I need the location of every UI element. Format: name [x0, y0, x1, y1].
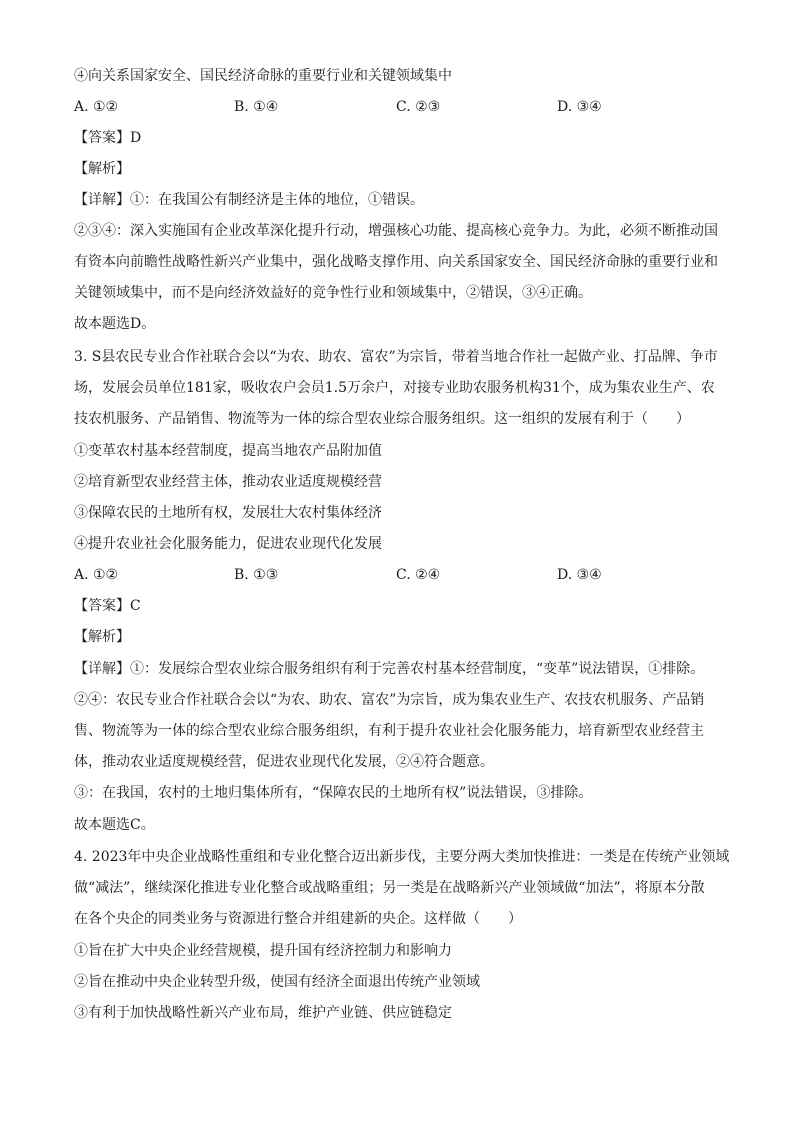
- question-stem-line: 4. 2023年中央企业战略性重组和专业化整合迈出新步伐，主要分两大类加快推进：一类是在传统产业领域: [74, 849, 730, 865]
- choice-d: D. ③④: [557, 99, 602, 115]
- detail-line: ③：在我国，农村的土地归集体所有，“保障农民的土地所有权”说法错误，③排除。: [74, 785, 593, 801]
- choice-a: A. ①②: [74, 567, 119, 583]
- answer-label: 【答案】C: [74, 598, 141, 614]
- question-stem-line: 3. S县农民专业合作社联合会以“为农、助农、富农”为宗旨，带着当地合作社一起做产业、打品牌、争市: [74, 349, 718, 365]
- analysis-label: 【解析】: [74, 161, 130, 177]
- detail-line: 体，推动农业适度规模经营，促进农业现代化发展，②④符合题意。: [74, 754, 494, 770]
- conclusion: 故本题选C。: [74, 817, 155, 833]
- question-stem-line: 技农机服务、产品销售、物流等为一体的综合型农业综合服务组织。这一组织的发展有利于（ ）: [74, 411, 690, 427]
- choice-d: D. ③④: [557, 567, 602, 583]
- choice-c: C. ②④: [396, 567, 441, 583]
- option-1: ①变革农村基本经营制度，提高当地农产品附加值: [74, 443, 382, 459]
- detail-line: 售、物流等为一体的综合型农业综合服务组织，有利于提升农业社会化服务能力，培育新型农业经营主: [74, 723, 704, 739]
- option-3: ③保障农民的土地所有权，发展壮大农村集体经济: [74, 505, 382, 521]
- option-1: ①旨在扩大中央企业经营规模，提升国有经济控制力和影响力: [74, 943, 452, 959]
- question-stem-line: 在各个央企的同类业务与资源进行整合并组建新的央企。这样做（ ）: [74, 911, 522, 927]
- detail-line: ②③④：深入实施国有企业改革深化提升行动，增强核心功能、提高核心竞争力。为此，必须不断推动国: [74, 223, 718, 239]
- conclusion: 故本题选D。: [74, 316, 156, 332]
- choice-c: C. ②③: [396, 99, 441, 115]
- question-stem-line: 做“减法”，继续深化推进专业化整合或战略重组；另一类是在战略新兴产业领域做“加法”，将原本分散: [74, 880, 705, 896]
- detail-line: 【详解】①：发展综合型农业综合服务组织有利于完善农村基本经营制度，“变革”说法错误，①排除。: [74, 661, 705, 677]
- detail-line: 【详解】①：在我国公有制经济是主体的地位，①错误。: [74, 192, 424, 208]
- option-3: ③有利于加快战略性新兴产业布局，维护产业链、供应链稳定: [74, 1005, 452, 1021]
- detail-line: ②④：农民专业合作社联合会以“为农、助农、富农”为宗旨，成为集农业生产、农技农机服务、产品销: [74, 692, 705, 708]
- answer-label: 【答案】D: [74, 130, 142, 146]
- choice-b: B. ①④: [234, 99, 279, 115]
- detail-line: 有资本向前瞻性战略性新兴产业集中，强化战略支撑作用、向关系国家安全、国民经济命脉的重要行业和: [74, 254, 718, 270]
- option-2: ②培育新型农业经营主体，推动农业适度规模经营: [74, 474, 382, 490]
- option-2: ②旨在推动中央企业转型升级，使国有经济全面退出传统产业领域: [74, 974, 480, 990]
- option-4: ④提升农业社会化服务能力，促进农业现代化发展: [74, 536, 382, 552]
- choice-a: A. ①②: [74, 99, 119, 115]
- detail-line: 关键领域集中，而不是向经济效益好的竞争性行业和领域集中，②错误，③④正确。: [74, 285, 592, 301]
- analysis-label: 【解析】: [74, 629, 130, 645]
- option-4: ④向关系国家安全、国民经济命脉的重要行业和关键领域集中: [74, 68, 452, 84]
- question-stem-line: 场，发展会员单位181家，吸收农户会员1.5万余户，对接专业助农服务机构31个，成为集农业生产、农: [74, 380, 715, 396]
- choice-b: B. ①③: [234, 567, 279, 583]
